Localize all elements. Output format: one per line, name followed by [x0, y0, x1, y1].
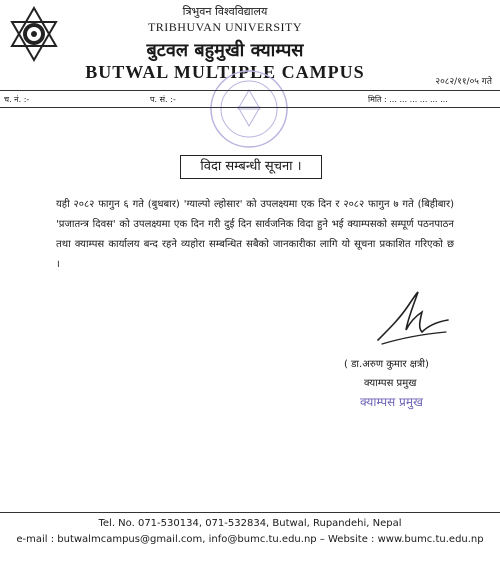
reference-row — [0, 92, 500, 106]
footer-contact: Tel. No. 071-530134, 071-532834, Butwal, Rupandehi, Nepal — [98, 518, 402, 529]
notice-body: यही २०८२ फागुन ६ गते (बुधबार) 'ग्याल्पो ल्होसार' को उपलक्ष्यमा एक दिन र २०८२ फागुन ७ गते (बिहीबार) 'प्रजातन्त्र दिवस' को उपलक्ष्यमा एक दिन गरी दुई दिन सार्वजनिक विदा हुने भई क्याम्पसको सम्पूर्ण पठनपाठन तथा क्याम्पस कार्यालय बन्द रहने व्यहोरा सम्बन्धित सबैको जानकारीका लागि यो सूचना प्रकाशित गरिएको छ । — [56, 199, 454, 270]
footer-email-website: e-mail : butwalmcampus@gmail.com, info@bumc.tu.edu.np – Website : www.bumc.tu.edu.np — [16, 534, 484, 545]
header-rule-bottom — [0, 107, 500, 108]
signatory-stamp: क्याम्पस प्रमुख — [360, 395, 423, 409]
signature-icon — [372, 288, 452, 350]
campus-name-english: BUTWAL MULTIPLE CAMPUS — [85, 62, 365, 82]
date-field-label: मिति : ... ... ... ... ... ... — [368, 95, 448, 104]
footer-rule — [0, 512, 500, 513]
university-name-english: TRIBHUVAN UNIVERSITY — [147, 20, 303, 34]
office-stamp-icon — [208, 68, 290, 150]
document-number-label: प. सं. :- — [150, 95, 176, 104]
campus-name-nepali: बुटवल बहुमुखी क्याम्पस — [146, 40, 304, 61]
signatory-name: ( डा.अरुण कुमार क्षत्री) — [344, 359, 429, 370]
university-logo-icon — [6, 6, 62, 62]
notice-title: विदा सम्बन्धी सूचना । — [180, 155, 322, 179]
signatory-role: क्याम्पस प्रमुख — [364, 378, 417, 389]
university-name-nepali: त्रिभुवन विश्वविद्यालय — [182, 5, 268, 18]
header-rule-top — [0, 90, 500, 91]
issue-date: २०८२/११/०५ गते — [435, 77, 492, 87]
letter-number-label: च. नं. :- — [4, 95, 30, 104]
